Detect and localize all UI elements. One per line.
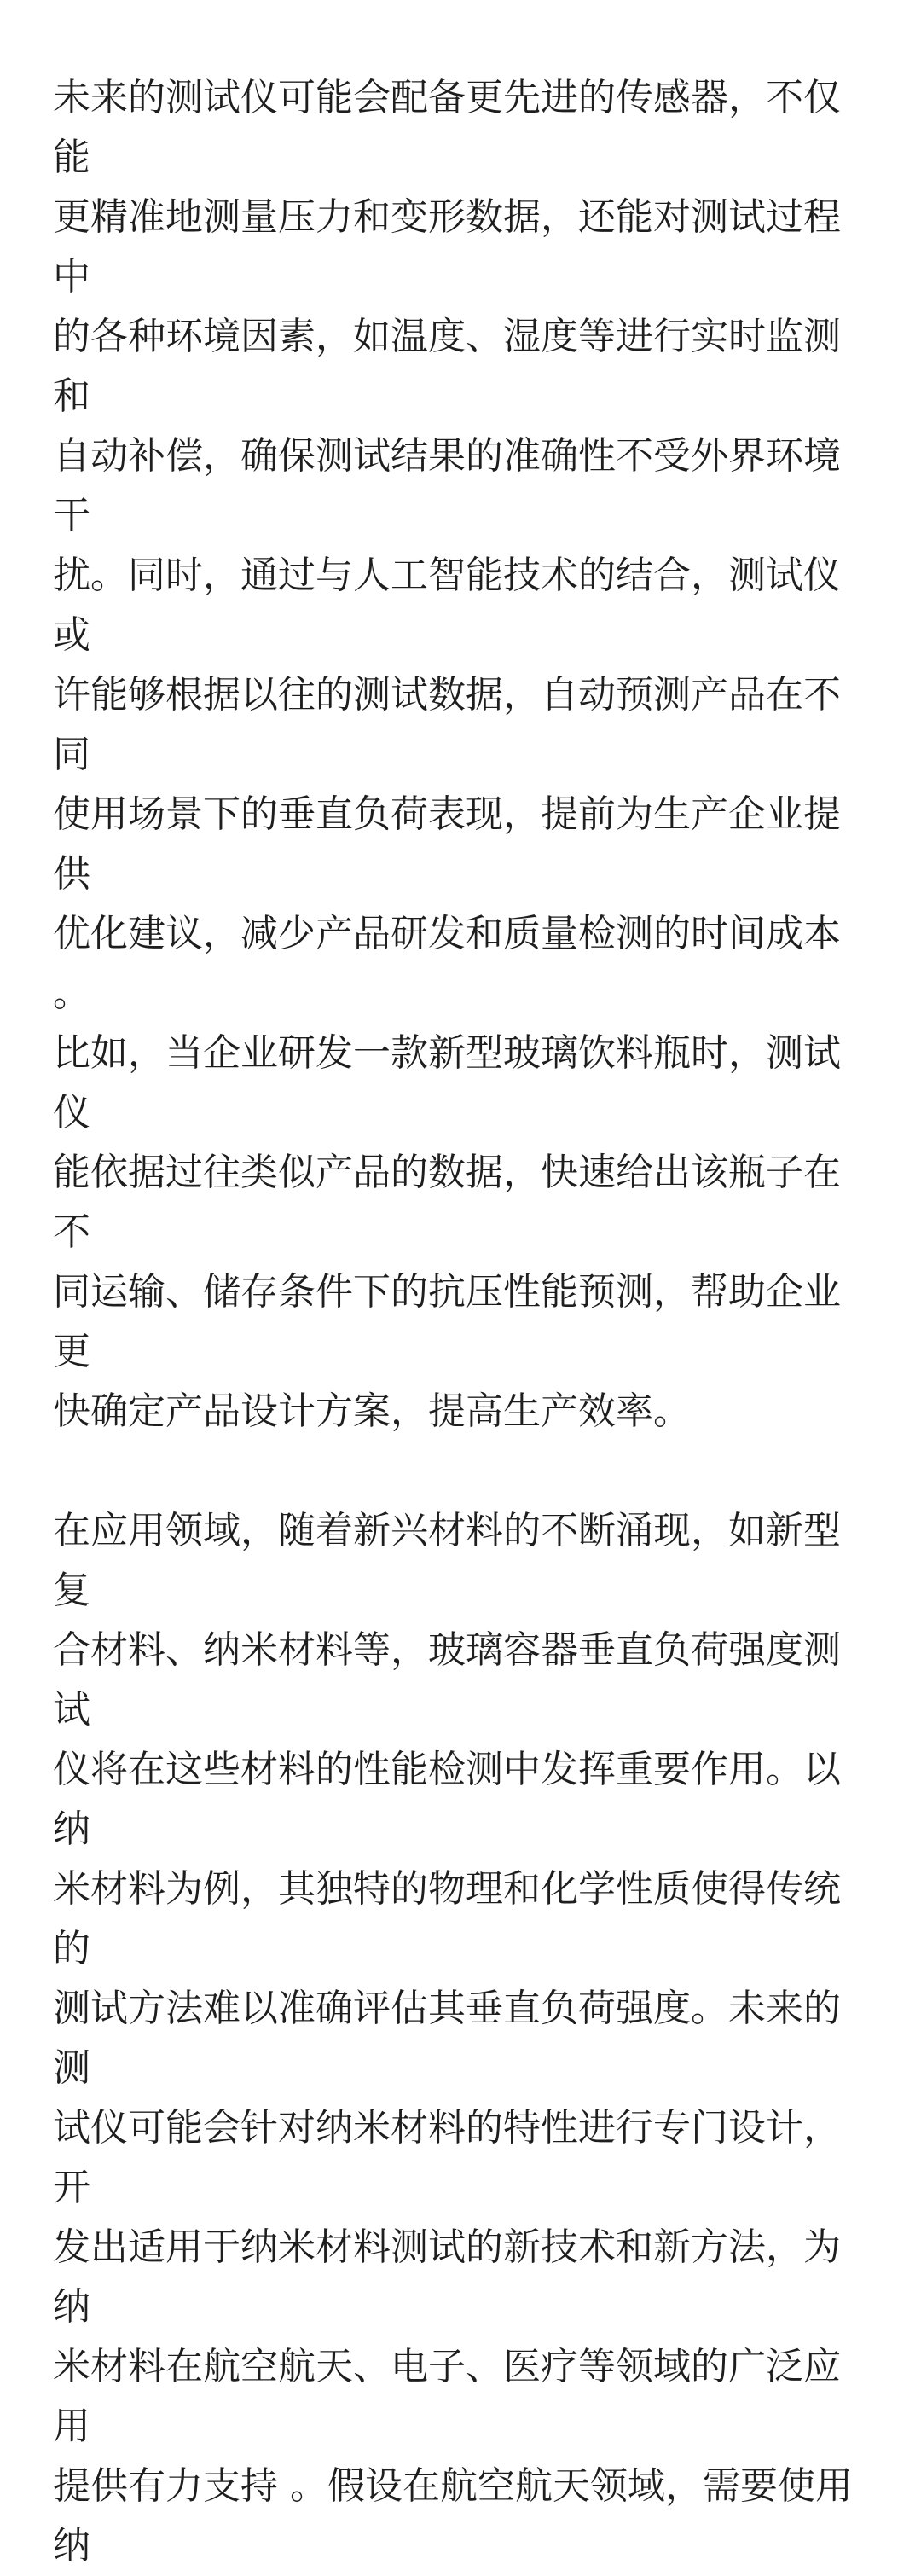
paragraph-future-sensors: 未来的测试仪可能会配备更先进的传感器，不仅能 更精准地测量压力和变形数据，还能对测试过程中 的各种环境因素，如温度、湿度等进行实时监测和 自动补偿，确保测试结果的准确性不受外界环境干 扰。同时，通过与人工智能技术的结合，测试仪或 许能够根据以往的测试数据，自动预测产品在不同 使用场景下的垂直负荷表现，提前为生产企业提供 优化建议，减少产品研发和质量检测的时间成本 。 比如，当企业研发一款新型玻璃饮料瓶时，测试仪 能依据过往类似产品的数据，快速给出该瓶子在不 同运输、储存条件下的抗压性能预测，帮助企业更 快确定产品设计方案，提高生产效率。 — [53, 76, 841, 1433]
article-body — [53, 68, 870, 2576]
paragraph-application-fields: 在应用领域，随着新兴材料的不断涌现，如新型复 合材料、纳米材料等，玻璃容器垂直负荷强度测试 仪将在这些材料的性能检测中发挥重要作用。以纳 米材料为例，其独特的物理和化学性质使得传统的 测试方法难以准确评估其垂直负荷强度。未来的测 试仪可能会针对纳米材料的特性进行专门设计，开 发出适用于纳米材料测试的新技术和新方法，为纳 米材料在航空航天、电子、医疗等领域的广泛应用 提供有力支持 。假设在航空航天领域，需要使用纳 — [53, 1509, 853, 2567]
paragraph-spacer — [53, 1442, 870, 1501]
